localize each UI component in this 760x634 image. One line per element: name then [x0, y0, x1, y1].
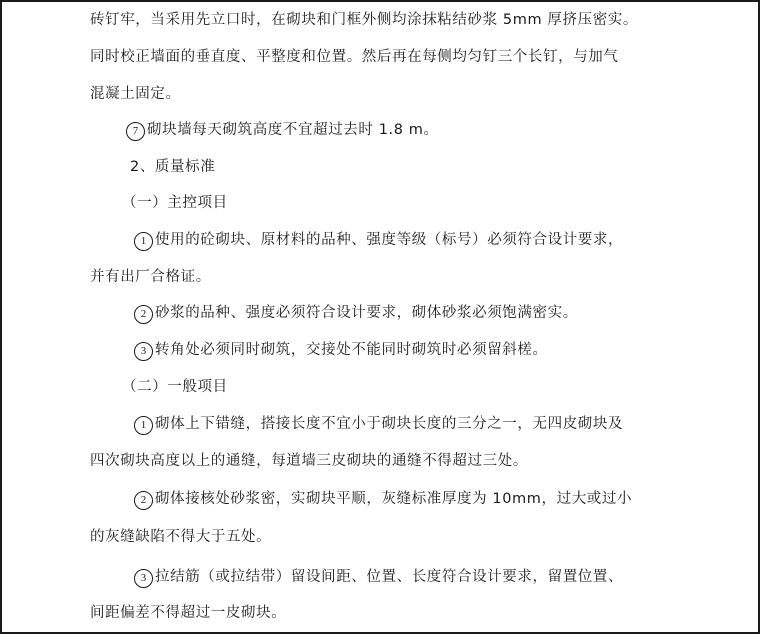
- list-item: [134, 489, 632, 510]
- circled-number-icon: 2: [134, 491, 153, 510]
- circled-number-icon: 1: [134, 232, 153, 251]
- list-item: [134, 414, 623, 435]
- paragraph-line: 四次砌块高度以上的通缝，每道墙三皮砌块的通缝不得超过三处。: [90, 453, 528, 469]
- paragraph-line: 并有出厂合格证。: [90, 269, 211, 285]
- paragraph-line: 的灰缝缺陷不得大于五处。: [90, 529, 272, 545]
- paragraph-line: 混凝土固定。: [90, 86, 181, 102]
- section-heading: 2、质量标准: [130, 159, 216, 175]
- list-item: [134, 303, 578, 324]
- list-item-text: 砌体接核处砂浆密，实砌块平顺，灰缝标准厚度为 10mm，过大或过小: [155, 491, 633, 507]
- list-item: [134, 340, 548, 361]
- list-item: [134, 230, 623, 251]
- paragraph-line: 间距偏差不得超过一皮砌块。: [90, 605, 287, 621]
- list-item: [134, 567, 623, 588]
- circled-number-icon: 7: [126, 122, 145, 141]
- list-item-text: 使用的砼砌块、原材料的品种、强度等级（标号）必须符合设计要求，: [155, 232, 624, 248]
- list-item-text: 砌块墙每天砌筑高度不宜超过去时 1.8 m。: [147, 122, 439, 138]
- circled-number-icon: 1: [134, 416, 153, 435]
- list-item-text: 砌体上下错缝，搭接长度不宜小于砌块长度的三分之一，无四皮砌块及: [155, 416, 624, 432]
- circled-number-icon: 2: [134, 305, 153, 324]
- list-item: [126, 120, 439, 141]
- subsection-heading: （一）主控项目: [122, 195, 228, 211]
- circled-number-icon: 3: [134, 342, 153, 361]
- list-item-text: 转角处必须同时砌筑，交接处不能同时砌筑时必须留斜槎。: [155, 342, 548, 358]
- list-item-text: 拉结筋（或拉结带）留设间距、位置、长度符合设计要求，留置位置、: [155, 569, 624, 585]
- subsection-heading: （二）一般项目: [122, 379, 228, 395]
- circled-number-icon: 3: [134, 569, 153, 588]
- list-item-text: 砂浆的品种、强度必须符合设计要求，砌体砂浆必须饱满密实。: [155, 305, 578, 321]
- paragraph-line: 砖钉牢，当采用先立口时，在砌块和门框外侧均涂抹粘结砂浆 5mm 厚挤压密实。: [90, 12, 638, 28]
- paragraph-line: 同时校正墙面的垂直度、平整度和位置。然后再在每侧均匀钉三个长钉，与加气: [90, 49, 619, 65]
